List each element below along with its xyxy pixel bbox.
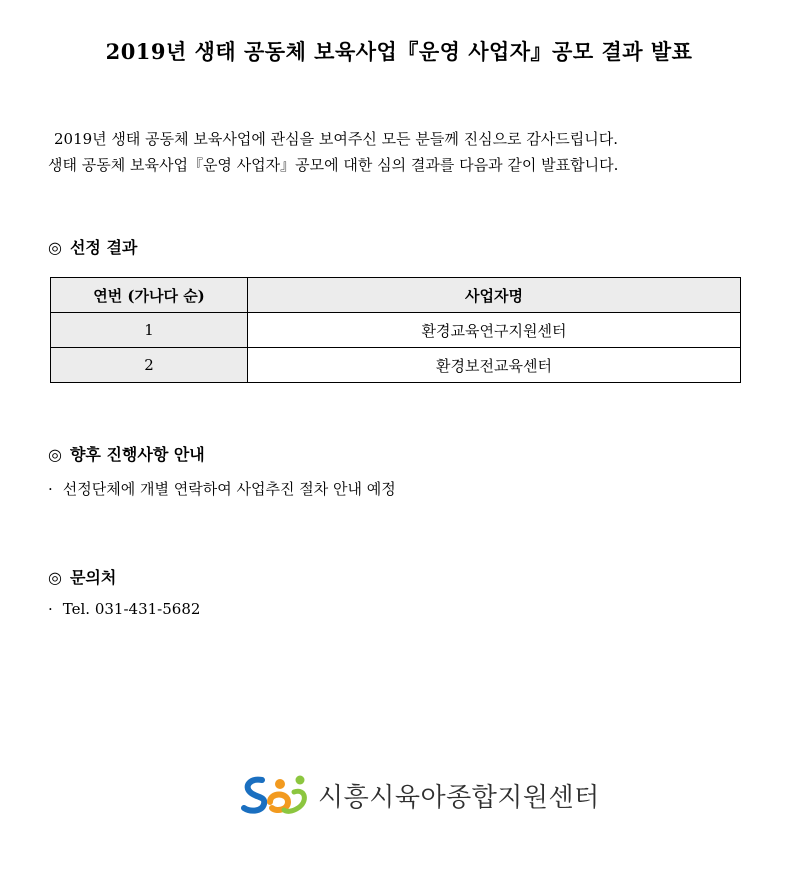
operator-name-cell: 환경보전교육센터 [248, 348, 741, 383]
row-number-cell: 1 [51, 313, 248, 348]
operator-name-cell: 환경교육연구지원센터 [248, 313, 741, 348]
intro-line-2: 생태 공동체 보육사업『운영 사업자』공모에 대한 심의 결과를 다음과 같이 발표합니다. [48, 156, 619, 174]
next-steps-text: 선정단체에 개별 연락하여 사업추진 절차 안내 예정 [62, 480, 396, 498]
section-heading-text: 문의처 [69, 568, 117, 587]
row-number-cell: 2 [51, 348, 248, 383]
double-circle-icon: ◎ [48, 445, 62, 464]
section-heading-text: 선정 결과 [69, 238, 138, 257]
section-heading-contact [48, 565, 116, 588]
column-header-operator: 사업자명 [248, 278, 741, 313]
page-title: 2019년 생태 공동체 보육사업『운영 사업자』공모 결과 발표 [105, 39, 693, 64]
bullet-dot: · [48, 600, 53, 618]
double-circle-icon: ◎ [48, 238, 62, 257]
double-circle-icon: ◎ [48, 568, 62, 587]
column-header-number: 연번 (가나다 순) [51, 278, 248, 313]
intro-paragraph [48, 126, 618, 178]
section-heading-result [48, 235, 137, 258]
table-row [51, 313, 741, 348]
table-header-row [51, 278, 741, 313]
section-heading-text: 향후 진행사항 안내 [69, 445, 205, 464]
center-logo-icon [240, 772, 310, 818]
contact-phone: Tel. 031-431-5682 [62, 600, 201, 618]
result-table [50, 277, 741, 383]
next-steps-item [48, 478, 396, 499]
section-heading-next-steps [48, 442, 205, 465]
center-logo [240, 772, 600, 818]
table-row [51, 348, 741, 383]
contact-item [48, 600, 200, 618]
intro-line-1: 2019년 생태 공동체 보육사업에 관심을 보여주신 모든 분들께 진심으로 감사드립니다. [54, 130, 619, 148]
bullet-dot: · [48, 480, 53, 498]
center-logo-text: 시흥시육아종합지원센터 [318, 782, 600, 813]
